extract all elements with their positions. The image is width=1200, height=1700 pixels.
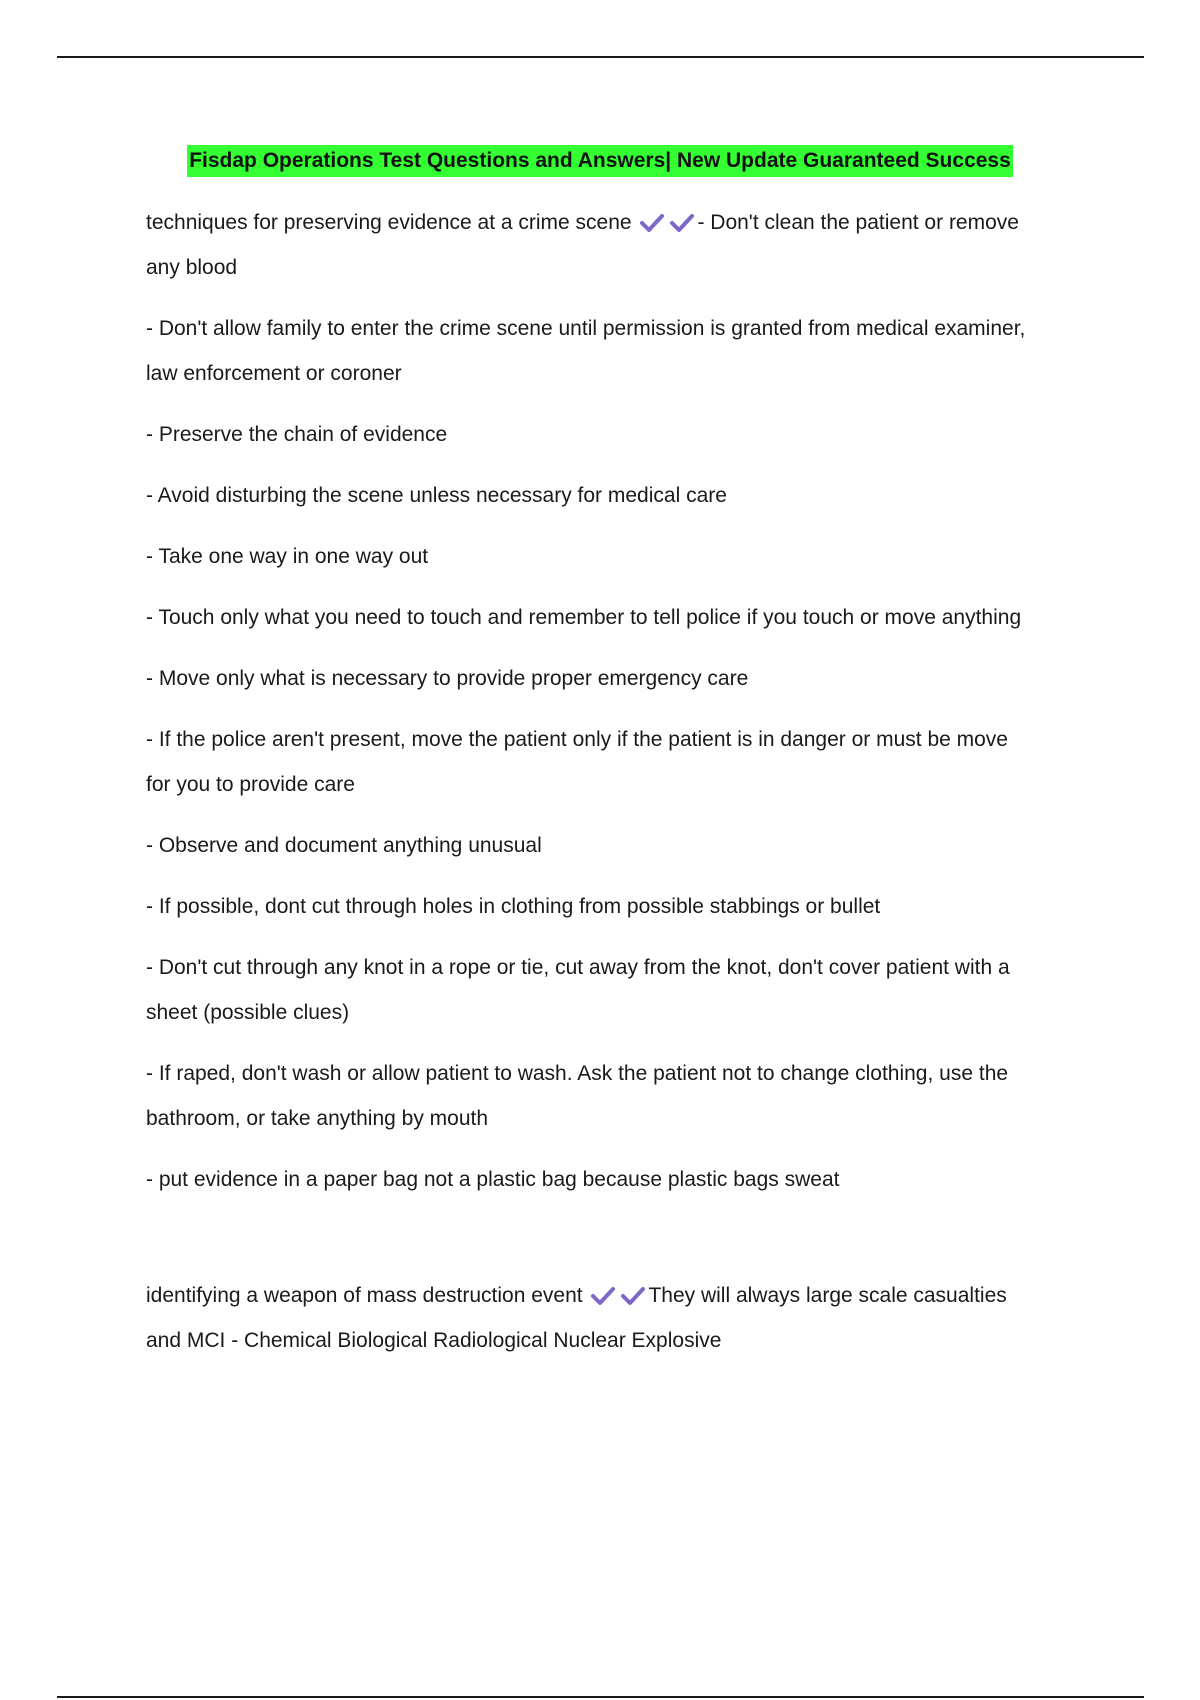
answer-line: and MCI - Chemical Biological Radiological Nuclear Explosive [146,1329,722,1352]
answer-line: - Avoid disturbing the scene unless necessary for medical care [146,484,727,507]
document-title: Fisdap Operations Test Questions and Answers| New Update Guaranteed Success [187,145,1013,177]
answer-line: - Observe and document anything unusual [146,834,542,857]
check-icon [639,213,665,233]
answer-line: law enforcement or coroner [146,362,402,385]
answer-line: - Don't cut through any knot in a rope or tie, cut away from the knot, don't cover patient with a [146,956,1010,979]
qa-first-line [146,1273,1096,1318]
answer-line: - Don't clean the patient or remove [697,211,1019,234]
check-icon [669,213,695,233]
answer-line: - If the police aren't present, move the patient only if the patient is in danger or must be move [146,728,1008,751]
answer-line: - If possible, dont cut through holes in clothing from possible stabbings or bullet [146,895,881,918]
qa-block-wmd [146,1273,1096,1363]
answer-line: - Preserve the chain of evidence [146,423,448,446]
footer-rule [57,1696,1144,1698]
answer-line: - put evidence in a paper bag not a plastic bag because plastic bags sweat [146,1168,840,1191]
qa-block-evidence [146,200,1096,1202]
answer-line: for you to provide care [146,773,355,796]
answer-line: any blood [146,256,238,279]
answer-line: sheet (possible clues) [146,1001,350,1024]
check-icon [590,1286,616,1306]
answer-line: - Don't allow family to enter the crime scene until permission is granted from medical examiner, [146,317,1026,340]
qa-first-line [146,200,1096,245]
answer-line: - Touch only what you need to touch and remember to tell police if you touch or move anything [146,606,1022,629]
question-text: techniques for preserving evidence at a crime scene [146,211,632,234]
question-text: identifying a weapon of mass destruction event [146,1284,583,1307]
answer-line: - Move only what is necessary to provide proper emergency care [146,667,749,690]
answer-line: bathroom, or take anything by mouth [146,1107,489,1130]
check-icon [620,1286,646,1306]
answer-line: They will always large scale casualties [648,1284,1007,1307]
answer-line: - If raped, don't wash or allow patient to wash. Ask the patient not to change clothing, use the [146,1062,1009,1085]
answer-line: - Take one way in one way out [146,545,429,568]
title-container [0,145,1200,177]
header-rule [57,56,1144,58]
